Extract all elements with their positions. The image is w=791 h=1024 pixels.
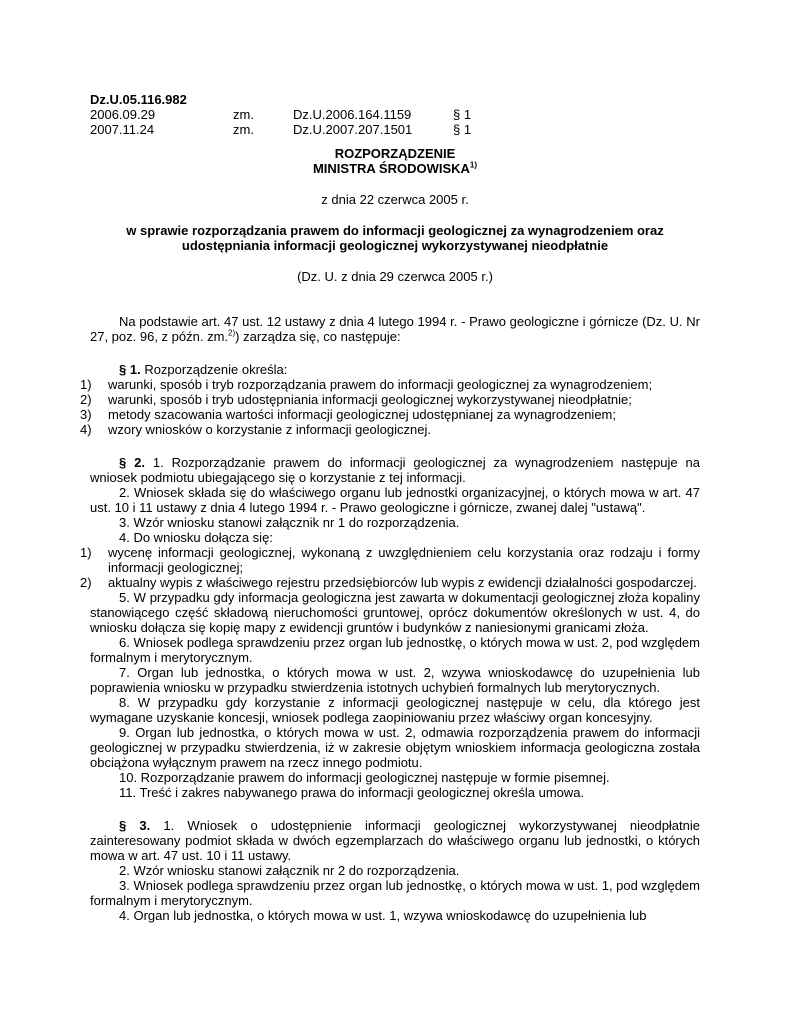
section-2-para-8: 8. W przypadku gdy korzystanie z informacji geologicznej następuje w celu, dla którego jest wymagane uzyskanie koncesji, wniosek podlega zaopiniowaniu przez właściwy organ koncesyjny. (90, 695, 700, 725)
section-2-para-7: 7. Organ lub jednostka, o których mowa w ust. 2, wzywa wnioskodawcę do uzupełnienia lub poprawienia wniosku w przypadku stwierdzenia istotnych uchybień formalnych lub merytorycznych. (90, 665, 700, 695)
section-2-para-3: 3. Wzór wniosku stanowi załącznik nr 1 do rozporządzenia. (119, 515, 460, 530)
section-2-para-9: 9. Organ lub jednostka, o których mowa w ust. 2, odmawia rozporządzenia prawem do informacji geologicznej w przypadku stwierdzenia, iż w zakresie objętym wnioskiem informacja geologiczna została obciążona wyłącznym prawem na rzecz innego podmiotu. (90, 725, 700, 770)
section-3 (90, 818, 700, 923)
history-par: § 1 (453, 107, 472, 122)
title-line-1: ROZPORZĄDZENIE (334, 146, 456, 161)
history-type: zm. (233, 122, 254, 137)
journal-code: Dz.U.05.116.982 (90, 92, 187, 107)
list-item: 2) aktualny wypis z właściwego rejestru przedsiębiorców lub wypis z ewidencji działalności gospodarczej. (80, 575, 697, 590)
history-date: 2007.11.24 (90, 122, 155, 137)
history-ref: Dz.U.2007.207.1501 (293, 122, 413, 137)
section-1 (80, 362, 700, 437)
preamble: Na podstawie art. 47 ust. 12 ustawy z dnia 4 lutego 1994 r. - Prawo geologiczne i górnicze (Dz. U. Nr 27, poz. 96, z późn. zm.$^{2)}$) zarządza się, co następuje: (90, 314, 700, 344)
section-3-para-1: § 3. 1. Wniosek o udostępnienie informacji geologicznej wykorzystywanej nieodpłatnie zainteresowany podmiot składa w dwóch egzemplarzach do właściwego organu lub jednostki, o których mowa w art. 47 ust. 10 i 11 ustawy. (90, 818, 700, 863)
section-2-para-10: 10. Rozporządzanie prawem do informacji geologicznej następuje w formie pisemnej. (119, 770, 610, 785)
section-2-para-11: 11. Treść i zakres nabywanego prawa do informacji geologicznej określa umowa. (119, 785, 585, 800)
section-3-para-3: 3. Wniosek podlega sprawdzeniu przez organ lub jednostkę, o których mowa w ust. 1, pod względem formalnym i merytorycznym. (90, 878, 700, 908)
history-type: zm. (233, 107, 254, 122)
list-item: 4) wzory wniosków o korzystanie z informacji geologicznej. (80, 422, 431, 437)
section-3-para-4: 4. Organ lub jednostka, o których mowa w ust. 1, wzywa wnioskodawcę do uzupełnienia lub (119, 908, 647, 923)
section-3-para-2: 2. Wzór wniosku stanowi załącznik nr 2 do rozporządzenia. (119, 863, 460, 878)
history-par: § 1 (453, 122, 472, 137)
section-2-para-1: § 2. 1. Rozporządzanie prawem do informacji geologicznej za wynagrodzeniem następuje na wniosek podmiotu ubiegającego się o korzystanie z tej informacji. (90, 455, 700, 485)
list-item: 1) warunki, sposób i tryb rozporządzania prawem do informacji geologicznej za wynagrodzeniem; (80, 377, 653, 392)
list-item: 3) metody szacowania wartości informacji geologicznej udostępnianej za wynagrodzeniem; (80, 407, 616, 422)
footnote-ref: 1) (469, 160, 478, 170)
publication-reference: (Dz. U. z dnia 29 czerwca 2005 r.) (297, 269, 493, 284)
section-2 (80, 455, 700, 800)
section-2-para-5: 5. W przypadku gdy informacja geologiczna jest zawarta w dokumentacji geologicznej złoża kopaliny stanowiącego część składową nieruchomości gruntowej, oprócz dokumentów określonych w ust. 4, do wniosku dołącza się kopię mapy z ewidencji gruntów i budynków z naniesionymi granicami złoża. (90, 590, 700, 635)
title-line-2: MINISTRA ŚRODOWISKA$^{1)}$ (312, 160, 478, 176)
amendment-history (90, 92, 700, 137)
section-1-intro: § 1. Rozporządzenie określa: (119, 362, 288, 377)
history-date: 2006.09.29 (90, 107, 156, 122)
footnote-ref: 2) (228, 328, 236, 338)
section-2-para-4: 4. Do wniosku dołącza się: (119, 530, 273, 545)
history-ref: Dz.U.2006.164.1159 (293, 107, 412, 122)
list-item: 2) warunki, sposób i tryb udostępniania informacji geologicznej wykorzystywanej nieodpłatnie; (80, 392, 632, 407)
document-subject: w sprawie rozporządzania prawem do informacji geologicznej za wynagrodzeniem oraz udostępniania informacji geologicznej wykorzystywanej nieodpłatnie (126, 223, 664, 253)
document-title (90, 146, 700, 176)
document-date: z dnia 22 czerwca 2005 r. (321, 192, 469, 207)
section-2-para-6: 6. Wniosek podlega sprawdzeniu przez organ lub jednostkę, o których mowa w ust. 2, pod względem formalnym i merytorycznym. (90, 635, 700, 665)
list-item: 1) wycenę informacji geologicznej, wykonaną z uwzględnieniem celu korzystania oraz rodzaju i formy informacji geologicznej; (80, 545, 700, 575)
document-page (80, 92, 700, 923)
section-2-para-2: 2. Wniosek składa się do właściwego organu lub jednostki organizacyjnej, o których mowa w art. 47 ust. 10 i 11 ustawy z dnia 4 lutego 1994 r. - Prawo geologiczne i górnicze, zwanej dalej "ustawą". (90, 485, 700, 515)
